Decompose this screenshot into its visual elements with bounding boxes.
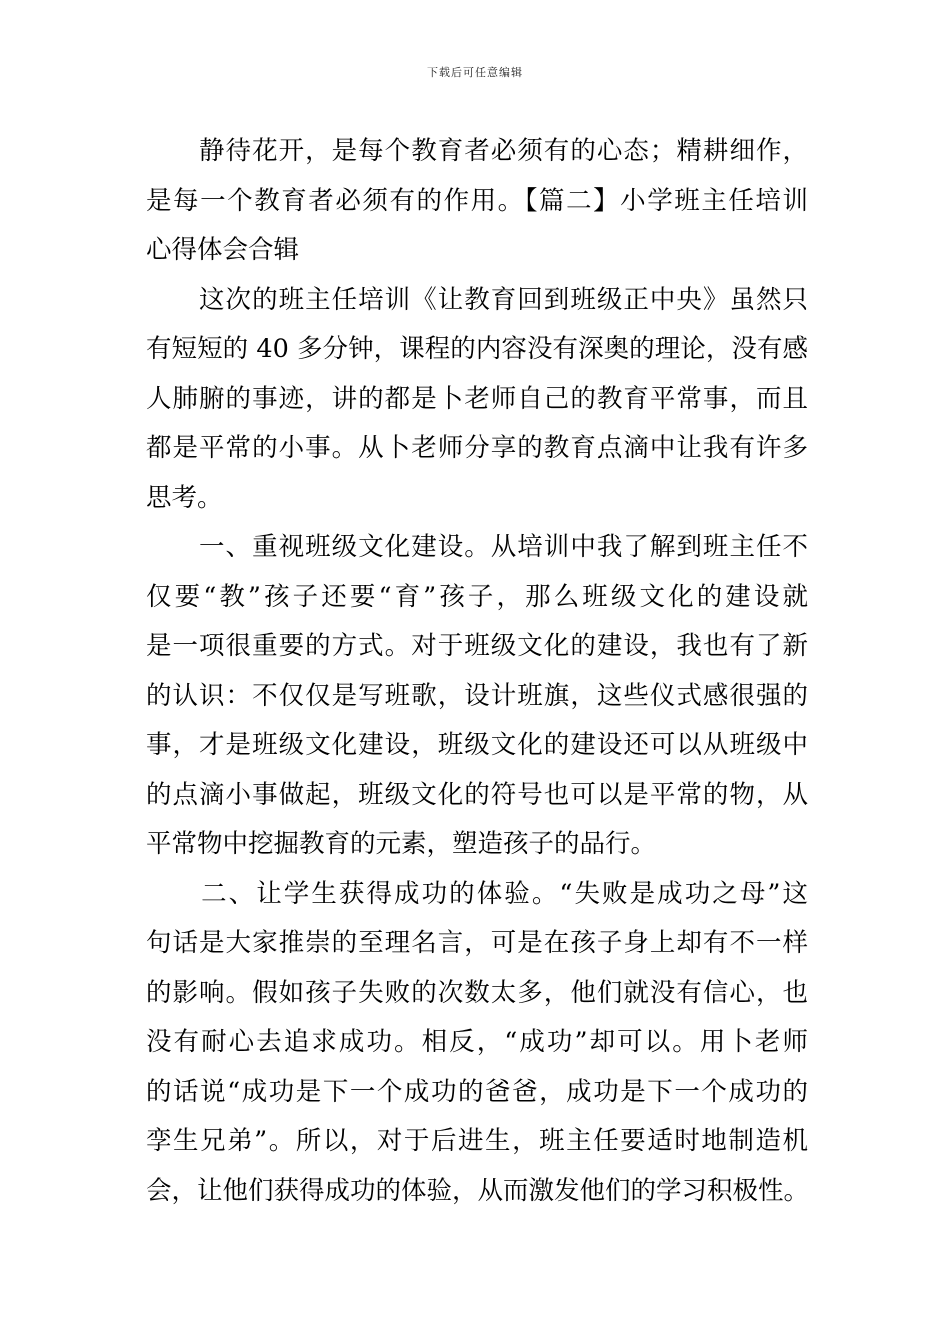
text-line: 没有耐心去追求成功。相反，“成功”却可以。用卜老师: [146, 1027, 808, 1057]
text-line: 有短短的 40 多分钟，课程的内容没有深奥的理论，没有感: [146, 334, 808, 364]
text-line: 二、让学生获得成功的体验。“失败是成功之母”这: [146, 878, 808, 909]
text-line: 一、重视班级文化建设。从培训中我了解到班主任不: [146, 532, 808, 562]
text-line: 都是平常的小事。从卜老师分享的教育点滴中让我有许多: [146, 433, 808, 463]
text-line: 的影响。假如孩子失败的次数太多，他们就没有信心，也: [146, 977, 808, 1008]
text-line: 静待花开，是每个教育者必须有的心态；精耕细作，: [146, 136, 808, 166]
text-line: 是每一个教育者必须有的作用。【篇二】小学班主任培训: [146, 185, 808, 216]
document-body: [146, 127, 808, 1216]
text-line: 是一项很重要的方式。对于班级文化的建设，我也有了新: [146, 631, 808, 661]
text-line: 人肺腑的事迹，讲的都是卜老师自己的教育平常事，而且: [146, 383, 808, 414]
header-note: 下载后可任意编辑: [427, 66, 523, 79]
text-line: 这次的班主任培训《让教育回到班级正中央》虽然只: [146, 284, 808, 315]
text-line: 的点滴小事做起，班级文化的符号也可以是平常的物，从: [146, 779, 808, 810]
text-line: 孪生兄弟”。所以，对于后进生，班主任要适时地制造机: [146, 1126, 808, 1156]
text-line: 会，让他们获得成功的体验，从而激发他们的学习积极性。: [146, 1175, 810, 1206]
text-line: 仅要“教”孩子还要“育”孩子，那么班级文化的建设就: [146, 581, 808, 612]
text-line: 事，才是班级文化建设，班级文化的建设还可以从班级中: [146, 730, 808, 760]
text-line: 句话是大家推崇的至理名言，可是在孩子身上却有不一样: [146, 928, 808, 958]
text-line: 思考。: [146, 482, 223, 513]
text-line: 平常物中挖掘教育的元素，塑造孩子的品行。: [146, 829, 657, 859]
text-line: 的认识：不仅仅是写班歌，设计班旗，这些仪式感很强的: [146, 680, 808, 711]
text-line: 心得体会合辑: [146, 235, 300, 265]
text-line: 的话说“成功是下一个成功的爸爸，成功是下一个成功的: [146, 1076, 808, 1107]
